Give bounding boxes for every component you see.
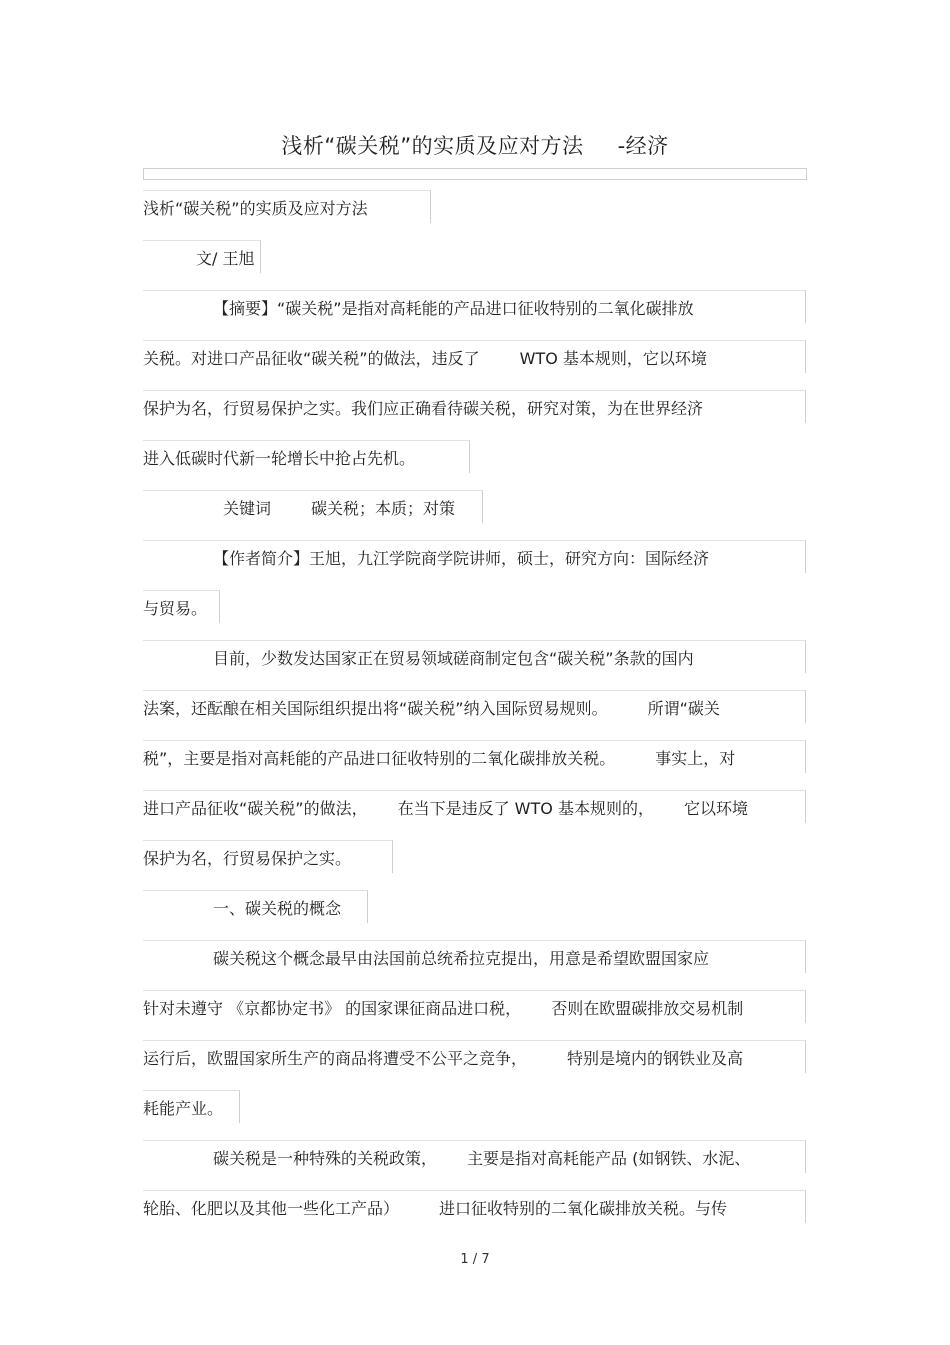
para1-line-2a: 法案，还酝酿在相关国际组织提出将“碳关税”纳入国际贸易规则。: [143, 699, 608, 718]
abstract-line-4: 进入低碳时代新一轮增长中抢占先机。: [143, 449, 416, 468]
para1-line-5: 保护为名，行贸易保护之实。: [143, 849, 352, 868]
para2-line-2: [143, 999, 743, 1019]
para3-line-2a: 轮胎、化肥以及其他一些化工产品）: [143, 1199, 400, 1218]
para3-line-1a: 碳关税是一种特殊的关税政策，: [213, 1149, 438, 1168]
title-main: 浅析“碳关税”的实质及应对方法: [281, 134, 584, 158]
para1-line-4c: 它以环境: [683, 799, 748, 818]
page-number: 1 / 7: [460, 1252, 490, 1267]
para1-line-3a: 税”，主要是指对高耗能的产品进口征收特别的二氧化碳排放关税。: [143, 749, 616, 768]
para1-line-3b: 事实上，对: [655, 749, 736, 768]
para3-line-2: [143, 1199, 727, 1219]
author-intro-line-2: 与贸易。: [143, 599, 208, 618]
keywords-line: [223, 499, 455, 519]
para1-line-4b: 在当下是违反了 WTO 基本规则的，: [397, 799, 654, 818]
abstract-line-1: 【摘要】“碳关税”是指对高耗能的产品进口征收特别的二氧化碳排放: [213, 299, 694, 318]
para2-line-3b: 特别是境内的钢铁业及高: [567, 1049, 744, 1068]
section-heading-1: 一、碳关税的概念: [213, 899, 342, 918]
keywords-label: 关键词: [223, 499, 272, 518]
abstract-line-2: [143, 349, 707, 369]
para2-line-3: [143, 1049, 743, 1069]
abstract-line-2a: 关税。对进口产品征收“碳关税”的做法，违反了: [143, 349, 480, 368]
para2-line-1: 碳关税这个概念最早由法国前总统希拉克提出，用意是希望欧盟国家应: [213, 949, 710, 968]
abstract-line-2b: WTO 基本规则，它以环境: [519, 349, 707, 368]
para1-line-2b: 所谓“碳关: [647, 699, 720, 718]
title-divider: [143, 168, 807, 180]
para2-line-3a: 运行后，欧盟国家所生产的商品将遭受不公平之竞争，: [143, 1049, 528, 1068]
para3-line-1: [213, 1149, 750, 1169]
title-suffix: -经济: [617, 134, 669, 158]
para3-line-2b: 进口征收特别的二氧化碳排放关税。与传: [439, 1199, 728, 1218]
para1-line-4a: 进口产品征收“碳关税”的做法，: [143, 799, 368, 818]
para1-line-3: [143, 749, 735, 769]
document-title: [0, 130, 950, 160]
author-intro-line-1: 【作者简介】王旭，九江学院商学院讲师，硕士，研究方向：国际经济: [213, 549, 710, 568]
keywords-value: 碳关税；本质；对策: [311, 499, 456, 518]
subtitle: 浅析“碳关税”的实质及应对方法: [143, 199, 368, 218]
abstract-line-3: 保护为名，行贸易保护之实。我们应正确看待碳关税，研究对策，为在世界经济: [143, 399, 704, 418]
para3-line-1b: 主要是指对高耗能产品 (如钢铁、水泥、: [467, 1149, 751, 1168]
para1-line-1: 目前，少数发达国家正在贸易领域磋商制定包含“碳关税”条款的国内: [213, 649, 694, 668]
author-line: 文/ 王旭: [196, 249, 255, 268]
para2-line-2b: 否则在欧盟碳排放交易机制: [551, 999, 744, 1018]
para1-line-4: [143, 799, 748, 819]
para2-line-2a: 针对未遵守 《京都协定书》 的国家课征商品进口税，: [143, 999, 522, 1018]
para2-line-4: 耗能产业。: [143, 1099, 224, 1118]
para1-line-2: [143, 699, 720, 719]
